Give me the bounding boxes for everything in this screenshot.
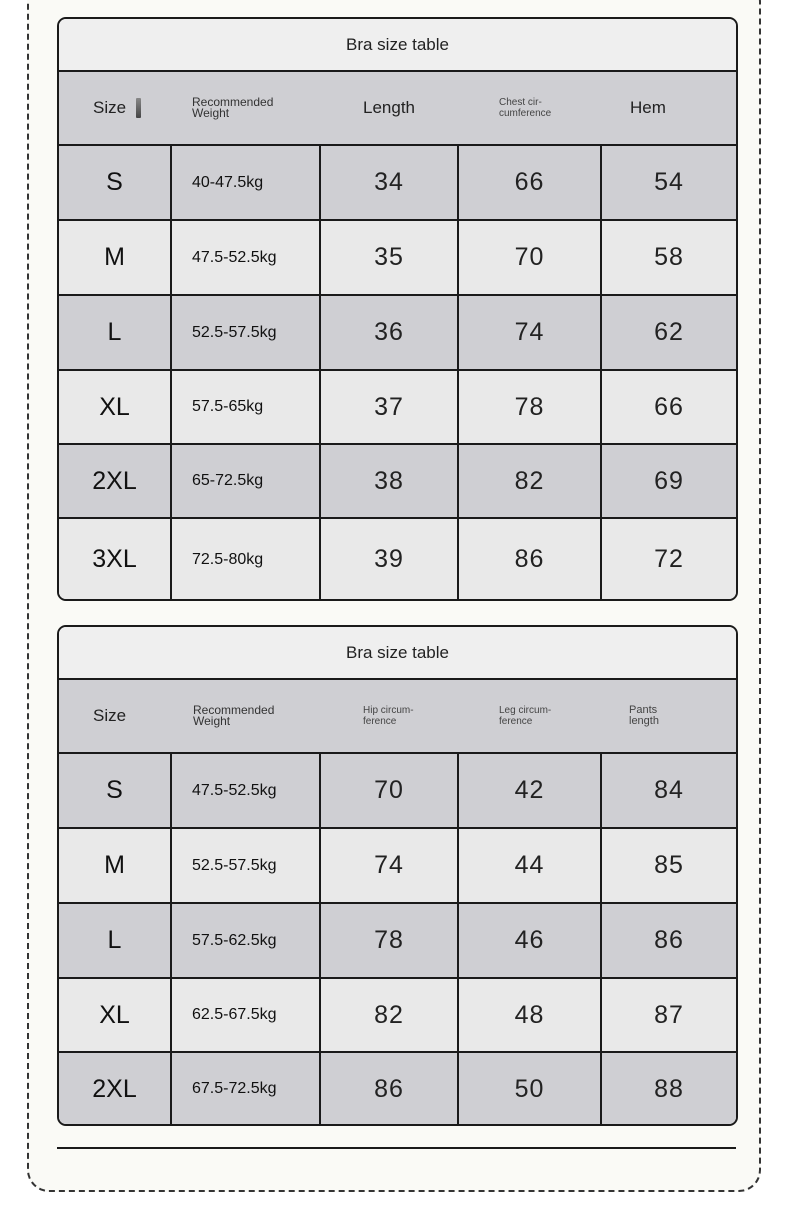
weight-cell: 47.5-52.5kg xyxy=(172,754,321,827)
header-leg: Leg circum- ference xyxy=(499,705,552,727)
weight-cell: 72.5-80kg xyxy=(172,519,321,600)
header-weight: Recommended Weight xyxy=(192,95,274,120)
value-cell: 70 xyxy=(459,221,602,294)
value-cell: 86 xyxy=(459,519,602,600)
table-row xyxy=(59,146,736,221)
weight-cell: 47.5-52.5kg xyxy=(172,221,321,294)
value-cell: 87 xyxy=(654,1000,684,1029)
value-cell: 69 xyxy=(654,466,684,495)
header-length: Length xyxy=(363,98,415,117)
value-cell: 34 xyxy=(321,146,459,219)
value-cell: 42 xyxy=(459,754,602,827)
header-size: Size xyxy=(93,72,141,144)
table-row xyxy=(59,1053,736,1125)
table-row xyxy=(59,371,736,445)
value-cell: 35 xyxy=(321,221,459,294)
table-row xyxy=(59,754,736,829)
value-cell: 85 xyxy=(654,851,684,879)
value-cell: 62 xyxy=(654,318,684,346)
weight-cell: 57.5-62.5kg xyxy=(172,904,321,977)
header-weight: Recommended Weight xyxy=(193,703,275,728)
value-cell: 88 xyxy=(654,1074,684,1103)
size-table-bottom xyxy=(57,625,738,1126)
size-table-top xyxy=(57,17,738,601)
value-cell: 66 xyxy=(459,146,602,219)
value-cell: 36 xyxy=(321,296,459,369)
value-cell: 86 xyxy=(321,1053,459,1125)
value-cell: 39 xyxy=(321,519,459,600)
value-cell: 78 xyxy=(321,904,459,977)
size-cell: XL xyxy=(59,371,172,443)
value-cell: 74 xyxy=(321,829,459,902)
value-cell: 50 xyxy=(459,1053,602,1125)
size-cell: L xyxy=(59,296,172,369)
value-cell: 46 xyxy=(459,904,602,977)
header-hip: Hip circum- ference xyxy=(363,705,414,727)
ruler-icon xyxy=(136,98,141,118)
value-cell: 82 xyxy=(459,445,602,517)
table-title: Bra size table xyxy=(59,19,736,72)
header-row xyxy=(59,680,736,754)
value-cell: 48 xyxy=(459,979,602,1051)
table-row xyxy=(59,979,736,1053)
value-cell: 58 xyxy=(654,243,684,271)
table-row xyxy=(59,519,736,600)
header-hem: Hem xyxy=(630,98,666,117)
header-pants-length: Pants length xyxy=(629,704,659,727)
size-cell: S xyxy=(59,146,172,219)
value-cell: 38 xyxy=(321,445,459,517)
value-cell: 86 xyxy=(654,926,684,954)
value-cell: 72 xyxy=(654,545,684,573)
weight-cell: 65-72.5kg xyxy=(172,445,321,517)
header-row xyxy=(59,72,736,146)
value-cell: 84 xyxy=(654,776,684,804)
size-cell: M xyxy=(59,829,172,902)
table-title: Bra size table xyxy=(59,627,736,680)
size-cell: XL xyxy=(59,979,172,1051)
table-row xyxy=(59,904,736,979)
table-row xyxy=(59,445,736,519)
value-cell: 44 xyxy=(459,829,602,902)
size-cell: 3XL xyxy=(59,519,172,600)
value-cell: 54 xyxy=(654,168,684,196)
size-cell: 2XL xyxy=(59,445,172,517)
weight-cell: 57.5-65kg xyxy=(172,371,321,443)
weight-cell: 52.5-57.5kg xyxy=(172,296,321,369)
value-cell: 78 xyxy=(459,371,602,443)
table-row xyxy=(59,829,736,904)
header-chest: Chest cir- cumference xyxy=(499,97,552,119)
value-cell: 66 xyxy=(654,392,684,421)
header-size: Size xyxy=(93,706,127,725)
table-row xyxy=(59,296,736,371)
size-cell: 2XL xyxy=(59,1053,172,1125)
weight-cell: 40-47.5kg xyxy=(172,146,321,219)
size-cell: M xyxy=(59,221,172,294)
weight-cell: 67.5-72.5kg xyxy=(172,1053,321,1125)
value-cell: 70 xyxy=(321,754,459,827)
size-cell: L xyxy=(59,904,172,977)
value-cell: 82 xyxy=(321,979,459,1051)
size-cell: S xyxy=(59,754,172,827)
table-row xyxy=(59,221,736,296)
value-cell: 74 xyxy=(459,296,602,369)
value-cell: 37 xyxy=(321,371,459,443)
divider xyxy=(57,1147,736,1149)
weight-cell: 52.5-57.5kg xyxy=(172,829,321,902)
weight-cell: 62.5-67.5kg xyxy=(172,979,321,1051)
